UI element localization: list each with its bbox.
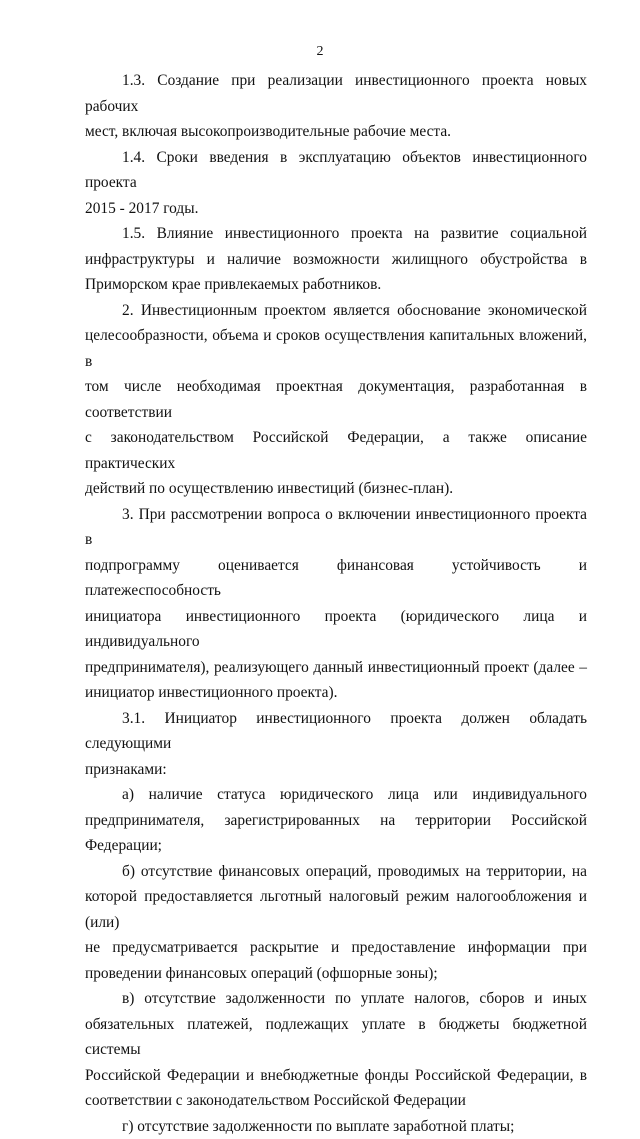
text-line: предпринимателя, зарегистрированных на территории Российской Федерации; [85,808,587,859]
paragraph-2 [85,298,587,502]
text-line: б) отсутствие финансовых операций, проводимых на территории, на [85,859,587,885]
text-line: признаками: [85,757,587,783]
text-line: 2015 - 2017 годы. [85,196,587,222]
paragraph-1-3 [85,68,587,145]
text-line: Российской Федерации и внебюджетные фонды Российской Федерации, в [85,1063,587,1089]
text-line: с законодательством Российской Федерации, а также описание практических [85,425,587,476]
text-line: инфраструктуры и наличие возможности жилищного обустройства в [85,247,587,273]
text-line: том числе необходимая проектная документация, разработанная в соответствии [85,374,587,425]
text-line: инициатора инвестиционного проекта (юридического лица и индивидуального [85,604,587,655]
list-item-a [85,782,587,859]
text-line: 1.5. Влияние инвестиционного проекта на развитие социальной [85,221,587,247]
list-item-b [85,859,587,987]
text-line: 3.1. Инициатор инвестиционного проекта должен обладать следующими [85,706,587,757]
text-line: не предусматривается раскрытие и предоставление информации при [85,935,587,961]
text-line: проведении финансовых операций (офшорные зоны); [85,961,587,987]
page-number: 2 [0,44,640,60]
paragraph-1-4 [85,145,587,222]
text-line: Приморском крае привлекаемых работников. [85,272,587,298]
paragraph-3-1 [85,706,587,783]
text-line: 1.3. Создание при реализации инвестиционного проекта новых рабочих [85,68,587,119]
text-line: подпрограмму оценивается финансовая устойчивость и платежеспособность [85,553,587,604]
list-item-g [85,1114,587,1139]
text-line: предпринимателя), реализующего данный инвестиционный проект (далее – [85,655,587,681]
paragraph-3 [85,502,587,706]
text-line: 1.4. Сроки введения в эксплуатацию объектов инвестиционного проекта [85,145,587,196]
list-item-v [85,986,587,1114]
text-line: действий по осуществлению инвестиций (бизнес-план). [85,476,587,502]
document-body [85,68,587,1139]
text-line: а) наличие статуса юридического лица или индивидуального [85,782,587,808]
text-line: целесообразности, объема и сроков осуществления капитальных вложений, в [85,323,587,374]
text-line: мест, включая высокопроизводительные рабочие места. [85,119,587,145]
text-line: которой предоставляется льготный налоговый режим налогообложения и (или) [85,884,587,935]
text-line: г) отсутствие задолженности по выплате заработной платы; [85,1114,587,1139]
text-line: инициатор инвестиционного проекта). [85,680,587,706]
text-line: обязательных платежей, подлежащих уплате в бюджеты бюджетной системы [85,1012,587,1063]
text-line: в) отсутствие задолженности по уплате налогов, сборов и иных [85,986,587,1012]
paragraph-1-5 [85,221,587,298]
text-line: 3. При рассмотрении вопроса о включении инвестиционного проекта в [85,502,587,553]
text-line: 2. Инвестиционным проектом является обоснование экономической [85,298,587,324]
text-line: соответствии с законодательством Российской Федерации [85,1088,587,1114]
